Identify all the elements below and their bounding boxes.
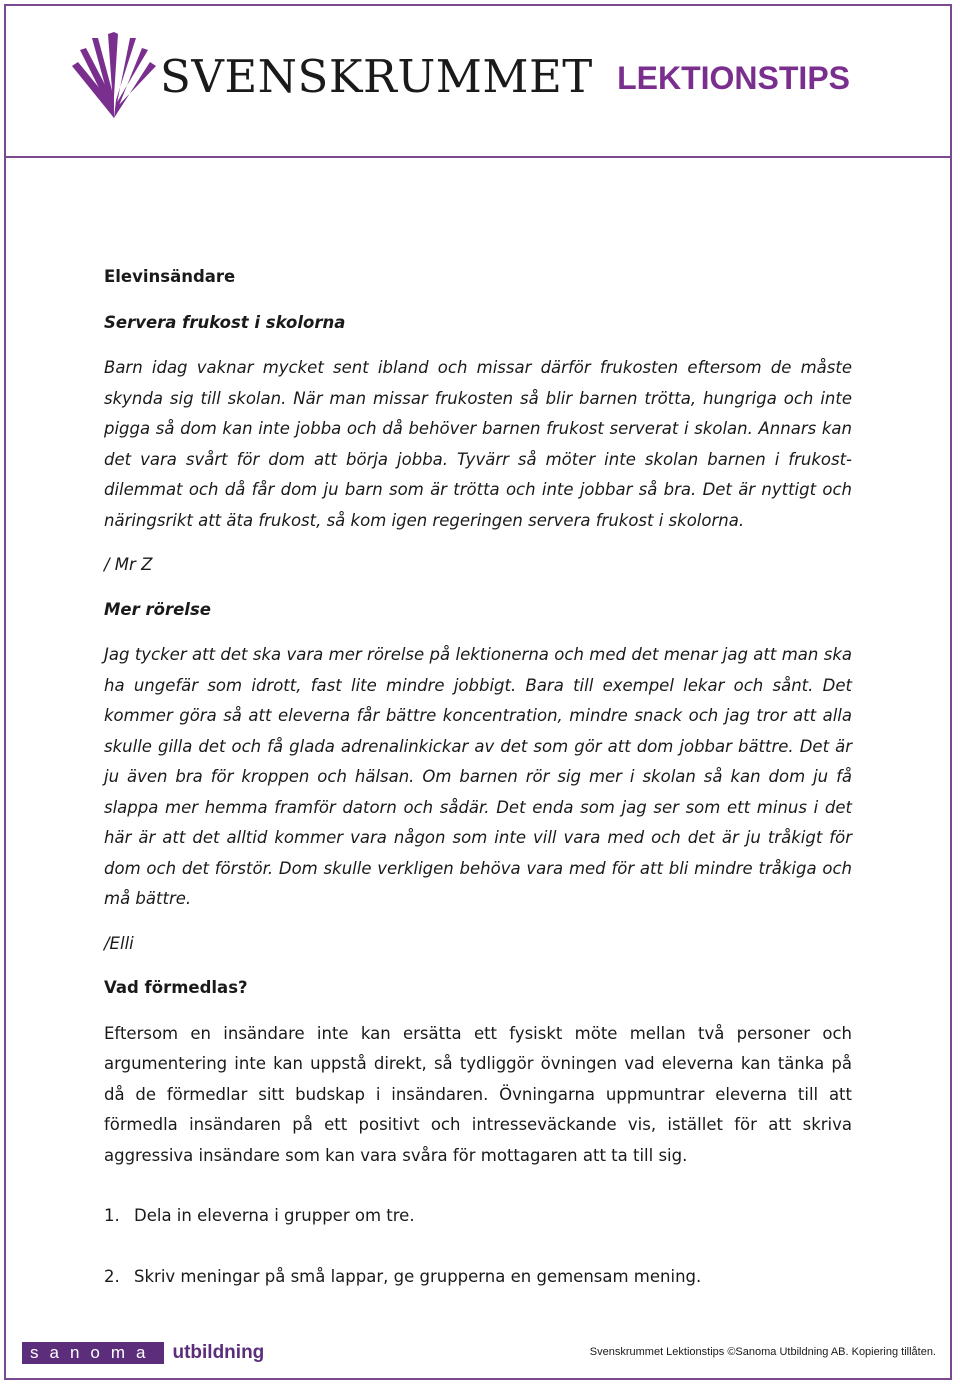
lektionstips-badge: LEKTIONSTIPS [617, 60, 850, 96]
steps-list [104, 1201, 852, 1292]
letter-title-frukost: Servera frukost i skolorna [104, 312, 346, 332]
list-item-text: Dela in eleverna i grupper om tre. [134, 1206, 415, 1225]
document-body [104, 262, 852, 1322]
list-item [104, 1201, 852, 1232]
list-item [104, 1262, 852, 1293]
list-item-number: 1. [104, 1206, 120, 1225]
header-divider [4, 156, 952, 158]
letter-signature-elli: /Elli [104, 933, 134, 953]
brand-name: SVENSKRUMMET [160, 50, 593, 103]
utbildning-wordmark: utbildning [172, 1342, 265, 1363]
letter-signature-mr-z: / Mr Z [104, 555, 153, 574]
footer-credit: Svenskrummet Lektionstips ©Sanoma Utbildning AB. Kopiering tillåten. [589, 1346, 936, 1358]
letter-body-frukost: Barn idag vaknar mycket sent ibland och missar därför frukosten eftersom de måste skynda sig till skolan. När man missar frukosten så blir barnen trötta, hungriga och inte pigga så dom kan inte jobba och då behöver barnen frukost serverat i skolan. Annars kan det vara svårt för dom att börja jobba. Tyvärr så möter inte skolan barnen i frukost-dilemmat och då får dom ju barn som är trötta och inte jobbar så bra. Det är nyttigt och näringsrikt att äta frukost, så kom igen regeringen servera frukost i skolorna. [104, 358, 852, 530]
sanoma-wordmark: sanoma [22, 1342, 164, 1364]
section-title-elevinsandare: Elevinsändare [104, 267, 236, 286]
section-title-vad-formedlas: Vad förmedlas? [104, 978, 248, 997]
section-body-vad-formedlas: Eftersom en insändare inte kan ersätta ett fysiskt möte mellan två personer och argumentering inte kan uppstå direkt, så tydliggör övningen vad eleverna kan tänka på då de förmedlar sitt budskap i insändaren. Övningarna uppmuntrar eleverna till att förmedla insändaren på ett positivt och intresseväckande vis, istället för att skriva aggressiva insändare som kan vara svåra för mottagaren att ta till sig. [104, 1023, 852, 1165]
list-item-number: 2. [104, 1266, 120, 1286]
book-fan-icon [68, 28, 160, 120]
list-item-text: Skriv meningar på små lappar, ge grupperna en gemensam mening. [134, 1266, 702, 1286]
sanoma-utbildning-logo [22, 1342, 264, 1364]
letter-title-rorelse: Mer rörelse [104, 599, 211, 619]
letter-body-rorelse: Jag tycker att det ska vara mer rörelse på lektionerna och med det menar jag att man ska ha ungefär som idrott, fast lite mindre jobbigt. Bara till exempel lekar och sånt. Det kommer göra så att eleverna får bättre koncentration, mindre snack och jag tror att alla skulle gilla det och få glada adrenalinkickar av det som gör att dom jobbar bättre. Det är ju även bra för kroppen och hälsan. Om barnen rör sig mer i skolan så kan dom ju få slappa mer hemma framför datorn och sådär. Det enda som jag ser som ett minus i det här är att det alltid kommer vara någon som inte vill vara med och det är ju tråkigt för dom och det förstör. Dom skulle verkligen behöva vara med för att bli mindre tråkiga och må bättre. [104, 645, 852, 908]
